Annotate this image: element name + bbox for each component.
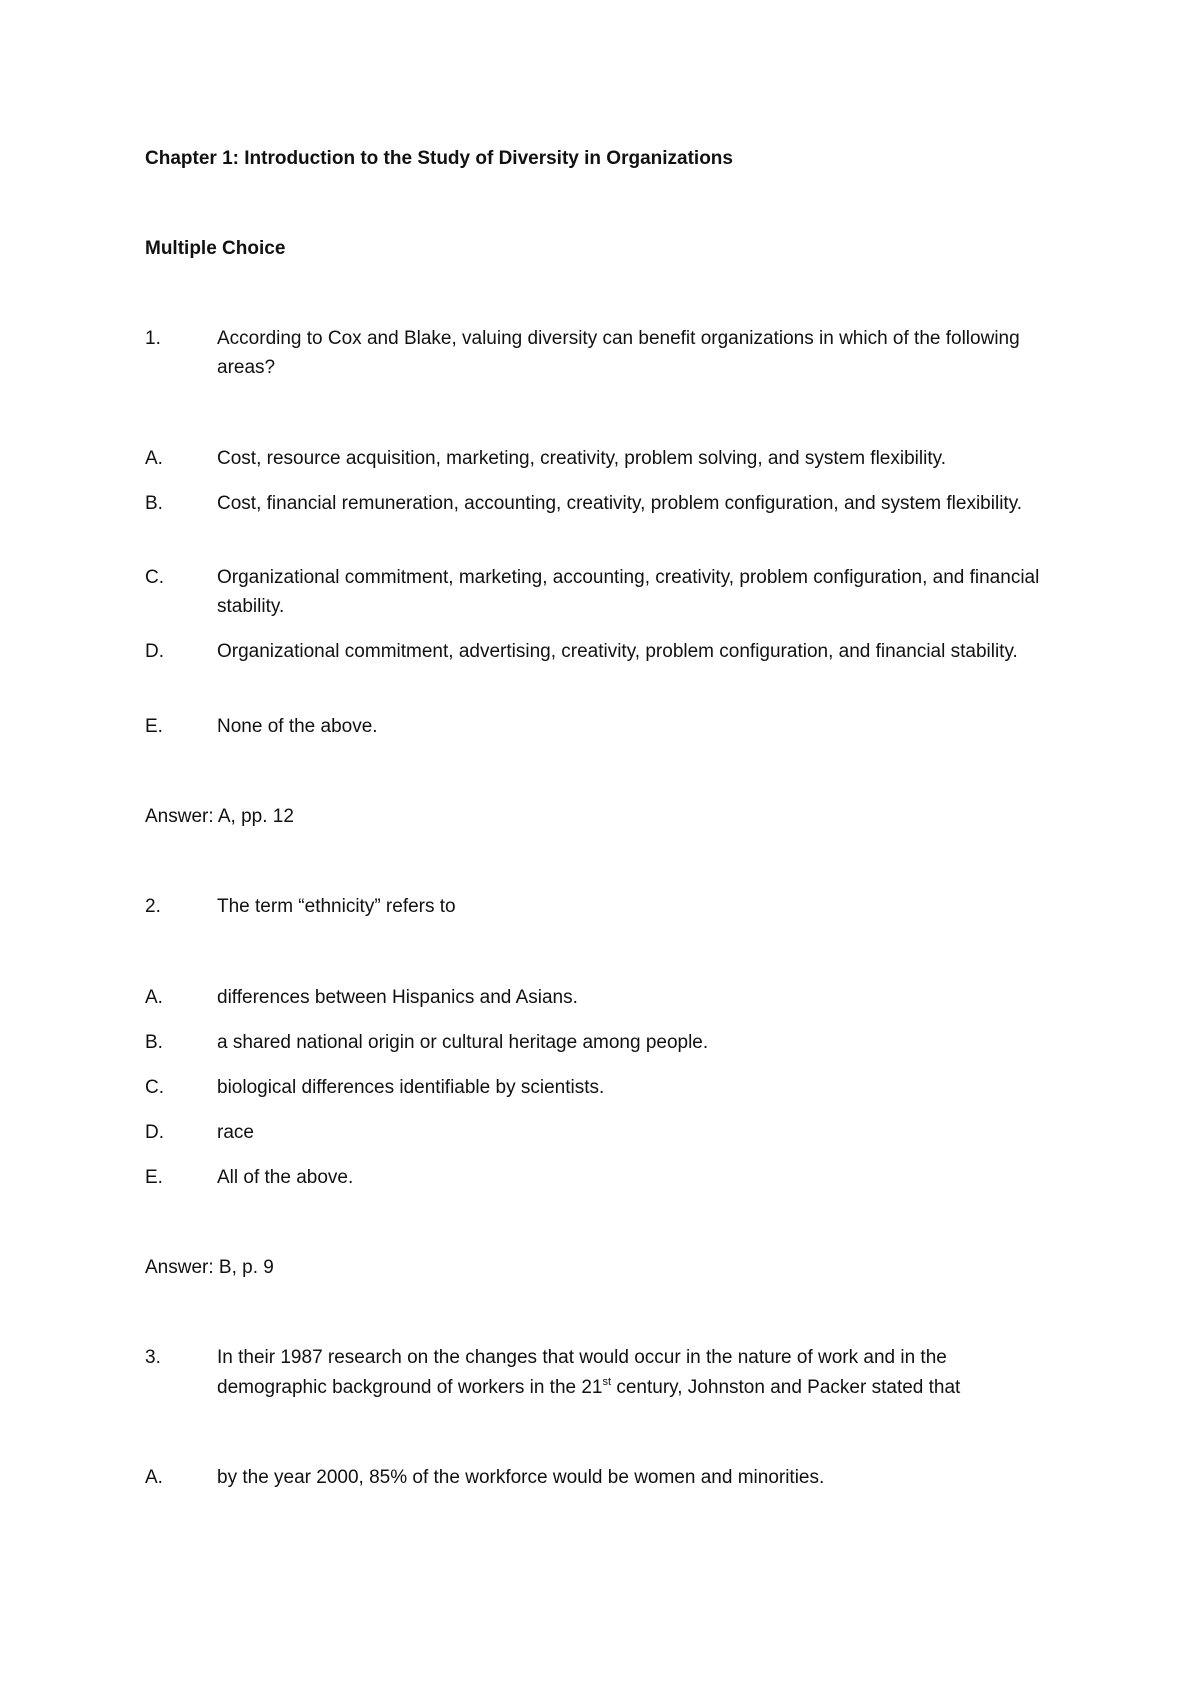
question-2-option-b-letter: B. bbox=[145, 1032, 163, 1053]
question-2-option-d-letter: D. bbox=[145, 1122, 164, 1143]
question-1-option-c-text: Organizational commitment, marketing, accounting, creativity, problem configuration, and financial stability. bbox=[217, 567, 1040, 617]
question-2-stem: The term “ethnicity” refers to bbox=[217, 896, 456, 917]
section-title: Multiple Choice bbox=[145, 238, 286, 259]
question-2-option-b-text: a shared national origin or cultural heritage among people. bbox=[217, 1032, 709, 1053]
question-3-stem-line2-pre: demographic background of workers in the 21 bbox=[217, 1377, 603, 1398]
question-3-stem-line1: In their 1987 research on the changes that would occur in the nature of work and in the bbox=[217, 1347, 947, 1368]
question-2-option-e-text: All of the above. bbox=[217, 1167, 354, 1188]
question-3-stem-line2 bbox=[217, 1373, 1047, 1402]
question-3-stem-superscript: st bbox=[602, 1375, 612, 1388]
question-3-number: 3. bbox=[145, 1347, 161, 1368]
question-2-option-d-text: race bbox=[217, 1122, 254, 1143]
question-3-option-a-text: by the year 2000, 85% of the workforce would be women and minorities. bbox=[217, 1467, 825, 1488]
question-1-option-b-letter: B. bbox=[145, 493, 163, 514]
question-2-number: 2. bbox=[145, 896, 161, 917]
question-1-option-a-letter: A. bbox=[145, 448, 163, 469]
question-2-option-a-letter: A. bbox=[145, 987, 163, 1008]
question-3-option-a-letter: A. bbox=[145, 1467, 163, 1488]
question-1-option-e-letter: E. bbox=[145, 716, 163, 737]
question-2-option-a-text: differences between Hispanics and Asians. bbox=[217, 987, 578, 1008]
question-1-option-d-text: Organizational commitment, advertising, creativity, problem configuration, and financial stability. bbox=[217, 641, 1018, 662]
question-1-option-c-letter: C. bbox=[145, 567, 164, 588]
question-1-option-d-letter: D. bbox=[145, 641, 164, 662]
question-2-option-c-text: biological differences identifiable by scientists. bbox=[217, 1077, 605, 1098]
question-1-number: 1. bbox=[145, 328, 161, 349]
question-3-stem-line2-post: century, Johnston and Packer stated that bbox=[611, 1377, 961, 1398]
question-1-stem: According to Cox and Blake, valuing diversity can benefit organizations in which of the following areas? bbox=[217, 328, 1020, 378]
question-2-option-e-letter: E. bbox=[145, 1167, 163, 1188]
chapter-title: Chapter 1: Introduction to the Study of Diversity in Organizations bbox=[145, 148, 733, 169]
question-1-answer: Answer: A, pp. 12 bbox=[145, 806, 294, 827]
question-1-option-a-text: Cost, resource acquisition, marketing, creativity, problem solving, and system flexibility. bbox=[217, 448, 946, 469]
question-1-option-e-text: None of the above. bbox=[217, 716, 378, 737]
question-2-option-c-letter: C. bbox=[145, 1077, 164, 1098]
question-2-answer: Answer: B, p. 9 bbox=[145, 1257, 274, 1278]
question-1-option-b-text: Cost, financial remuneration, accounting, creativity, problem configuration, and system flexibility. bbox=[217, 493, 1023, 514]
